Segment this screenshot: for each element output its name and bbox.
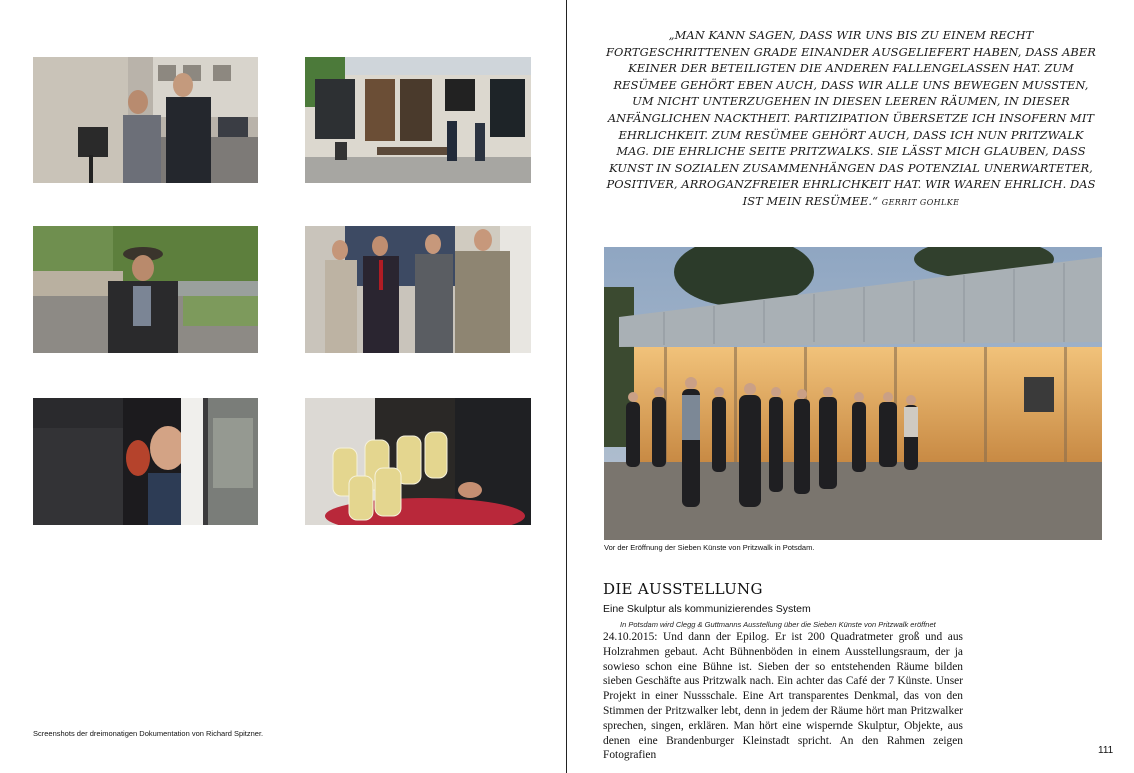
pull-quote	[604, 27, 1098, 212]
photo-group-standing	[305, 226, 531, 353]
page-gutter-line	[566, 0, 567, 773]
photo-champagne-glasses	[305, 398, 531, 525]
photo-shop-facade	[305, 57, 531, 183]
article-body: 24.10.2015: Und dann der Epilog. Er ist 200 Quadratmeter groß und aus Holzrahmen gebaut. Acht Bühnenböden in einem Ausstellungsraum, der ja sowieso schon eine Bühne ist. Sieben der so entstehenden Räume bilden sieben Geschäfte aus Pritzwalk nach. Ein achter das Café der 7 Künste. Unser Projekt in einer Nussschale. Eine Art transparentes Denkmal, das von den Stimmen der Pritzwalker lebt, denn in jedem der Räume hört man Pritzwalker sprechen, singen, erklären. Man hört eine wispernde Skulptur, Objekte, aus denen eine Brandenburger Kleinstadt spricht. An den Rahmen zeigen Fotografien	[603, 631, 963, 762]
section-title: DIE AUSSTELLUNG	[603, 580, 763, 598]
section-teaser: In Potsdam wird Clegg & Guttmanns Ausstellung über die Sieben Künste von Pritzwalk eröffnet	[620, 620, 936, 629]
section-subtitle: Eine Skulptur als kommunizierendes System	[603, 603, 811, 615]
photo-caption: Vor der Eröffnung der Sieben Künste von Pritzwalk in Potsdam.	[604, 543, 815, 552]
page-number: 111	[1098, 745, 1114, 756]
quote-author: GERRIT GOHLKE	[881, 197, 960, 207]
photo-camera-setup	[33, 57, 258, 183]
left-page-caption: Screenshots der dreimonatigen Dokumentation von Richard Spitzner.	[33, 729, 264, 738]
photo-faces-in-window	[33, 398, 258, 525]
photo-man-in-hat	[33, 226, 258, 353]
quote-text: „MAN KANN SAGEN, DASS WIR UNS BIS ZU EINEM RECHT FORTGESCHRITTENEN GRADE EINANDER AUSGELIEFERT HABEN, DASS ABER KEINER DER BETEILIGTEN DIE ANDEREN FALLENGELASSEN HAT. ZUM RESÜMEE GEHÖRT EBEN AUCH, DASS WIR ALLE UNS BEWEGEN MUSSTEN, UM NICHT UNTERZUGEHEN IN DIESEN LEEREN RÄUMEN, IN DIESER ANFÄNGLICHEN NACKTHEIT. PARTIZIPATION ÜBERSETZE ICH INSOFERN MIT EHRLICHKEIT. ZUM RESÜMEE GEHÖRT AUCH, DASS ICH NUN PRITZWALK MAG. DIE EHRLICHE SEITE PRITZWALKS. SIE LÄSST MICH GLAUBEN, DASS KUNST IN SOZIALEN ZUSAMMENHÄNGEN DAS POTENZIAL UNERWARTETER, POSITIVER, ARROGANZFREIER EHRLICHKEIT HAT. WIR WAREN EHRLICH. DAS IST MEIN RESÜMEE.“	[606, 28, 1096, 208]
photo-exhibition-opening	[604, 247, 1102, 540]
